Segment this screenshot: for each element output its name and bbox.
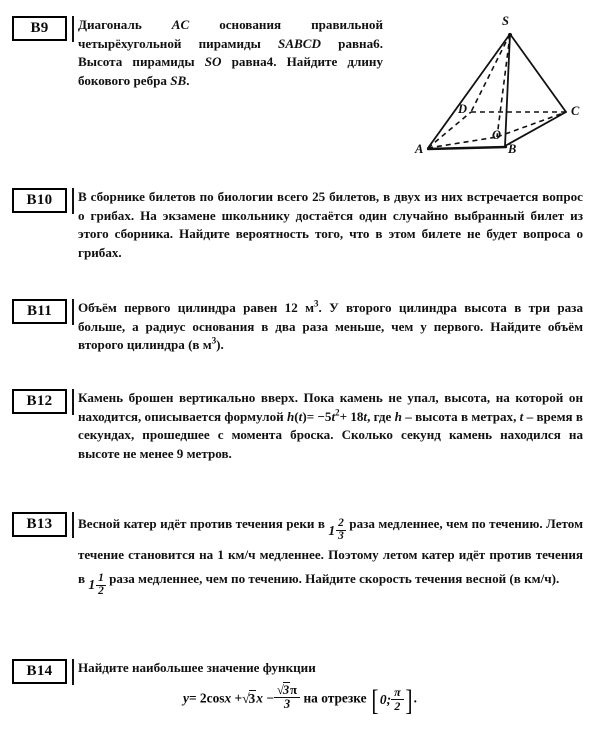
edge-S-C: [510, 34, 566, 112]
problem-label-b13: B13: [12, 512, 67, 537]
b14-period: .: [413, 690, 417, 706]
problem-prompt-b14: Найдите наибольшее значение функции: [78, 660, 316, 675]
problem-label-box-b10: [12, 188, 74, 214]
b9-math-sabcd: SABCD: [278, 35, 321, 51]
b12-fml-eq: = −5: [306, 408, 332, 424]
b12-formula: [287, 409, 367, 424]
b9-word-8: пирамиды: [132, 54, 195, 70]
b14-sqrt3-radicand: 3: [248, 690, 256, 706]
problem-text-b13: [78, 512, 583, 597]
b13-frac2-whole: 1: [88, 577, 96, 593]
b12-fml-open: (: [294, 408, 299, 424]
b12-fml-var-t: t: [331, 408, 336, 424]
b11-superscript-2: 3: [211, 335, 217, 346]
b13-frac1: [336, 518, 346, 542]
bracket-close-icon: ]: [405, 684, 413, 718]
edge-A-B: [428, 147, 506, 149]
edge-S-B: [505, 34, 510, 146]
radical-icon-2: √: [276, 683, 284, 697]
problem-label-box-b12: [12, 389, 74, 415]
b9-word-3: правильной: [311, 17, 383, 32]
b14-frac-num: [274, 684, 300, 697]
b12-text-post: – время в секундах, прошедшее с момента броска. Сколько секунд камень находился на высоте не менее 9 метров.: [78, 408, 583, 461]
b9-word-5: пирамиды: [198, 35, 261, 51]
b13-mixed-number-2: [88, 573, 106, 597]
b13-frac1-den: 3: [338, 530, 344, 542]
vertex-dot-S: [508, 33, 512, 37]
b9-math-ac: AC: [171, 17, 190, 32]
b12-text-mid: , где: [367, 408, 395, 424]
b14-interval: [370, 684, 414, 718]
bracket-open-icon: [: [371, 684, 379, 718]
b12-fml-t: t: [298, 408, 303, 424]
b9-word-6: равна: [338, 35, 374, 51]
b14-eq: = 2cos: [188, 690, 225, 706]
vertex-label-A: A: [415, 142, 424, 156]
b11-superscript-1: 3: [314, 298, 319, 309]
b13-frac1-num: 2: [338, 517, 344, 530]
label-separator-b12: [72, 389, 74, 415]
problem-label-b10: B10: [12, 188, 67, 213]
b12-fml-var-t2: t: [363, 408, 368, 424]
problem-label-b12: B12: [12, 389, 67, 414]
b9-period: .: [186, 72, 190, 88]
b11-text-post: ).: [216, 337, 224, 353]
b14-num-sqrt: [277, 684, 290, 697]
b14-sqrt-3: [242, 691, 256, 707]
b13-text-3: раза медленнее, чем по течению. Найдите скорость течения весной (в км/ч).: [105, 570, 560, 586]
b9-word-13: ребра: [133, 72, 167, 88]
b14-plus: +: [234, 690, 243, 706]
b14-minus: −: [266, 690, 274, 706]
vertex-label-B: B: [508, 142, 517, 156]
b14-interval-num: π: [394, 684, 401, 699]
label-separator-b9: [72, 16, 74, 42]
vertex-label-O: O: [492, 128, 502, 142]
b12-fml-h: h: [287, 408, 295, 424]
vertex-label-S: S: [502, 14, 509, 28]
problem-label-box-b14: [12, 659, 74, 685]
b11-text-pre: Объём первого цилиндра равен 12 м: [78, 300, 315, 315]
b13-text-1: Весной катер идёт против течения реки в: [78, 516, 329, 531]
problem-text-b9: [78, 16, 383, 90]
b14-interval-den: 2: [391, 699, 404, 713]
b13-text-2: раза медленнее, чем по течению. Летом течение становится на 1 км/ч медленнее. Поэтому летом катер идёт против течения в: [78, 516, 583, 586]
edge-B-C: [505, 112, 566, 146]
label-separator-b10: [72, 188, 74, 214]
b9-word-2: основания: [219, 17, 282, 32]
problem-label-box-b11: [12, 299, 74, 325]
b9-math-sb: SB: [170, 72, 187, 88]
b13-frac2: [96, 573, 106, 597]
b12-text-mid2: – высота в метрах,: [401, 408, 520, 424]
problem-label-b14: B14: [12, 659, 67, 684]
label-separator-b11: [72, 299, 74, 325]
b12-var-h: h: [394, 408, 402, 424]
b9-word-1: Диагональ: [78, 17, 142, 32]
b9-math-so: SO: [204, 54, 222, 70]
b12-fml-plus: + 18: [339, 408, 364, 424]
b13-frac1-whole: 1: [328, 522, 336, 538]
label-separator-b14: [72, 659, 74, 685]
b9-word-4: четырёхугольной: [78, 35, 182, 51]
b14-fraction: [274, 684, 300, 711]
b14-num-radicand: 3: [282, 683, 290, 697]
b9-word-7: Высота: [78, 54, 123, 70]
problem-label-box-b13: [12, 512, 74, 538]
b12-text-pre: Камень брошен вертикально вверх. Пока камень не упал, высота, на которой он находится, описывается формулой: [78, 390, 583, 424]
b13-frac2-den: 2: [98, 584, 104, 597]
b14-num-pi: π: [290, 683, 298, 697]
b13-mixed-number-1: [328, 518, 346, 542]
b9-word-11: длину: [347, 54, 384, 70]
b14-interval-fraction: [391, 686, 404, 712]
vertex-label-C: C: [571, 104, 580, 118]
b14-on-segment: на отрезке: [303, 690, 367, 706]
b14-display-formula: [78, 683, 583, 718]
pyramid-figure: [408, 8, 594, 166]
vertex-label-D: D: [458, 102, 468, 116]
radical-icon: √: [242, 690, 250, 706]
edge-O-C: [497, 112, 566, 137]
problem-text-b10: В сборнике билетов по биологии всего 25 билетов, в двух из них встречается вопрос о грибах. На экзамене школьнику достаётся один случайно выбранный билет из этого сборника. Найдите вероятность того, что в этом билете не будет вопроса о грибах.: [78, 189, 583, 260]
b9-word-9: равна: [231, 54, 267, 70]
b9-number-2: 4.: [266, 54, 277, 70]
problem-text-b12: [78, 389, 583, 463]
b14-frac-den: 3: [274, 697, 300, 711]
b13-frac2-num: 1: [98, 572, 104, 584]
b12-var-t: t: [519, 408, 524, 424]
problem-label-b9: B9: [12, 16, 67, 41]
b14-x2: x: [256, 690, 263, 706]
b14-interval-left: 0;: [379, 692, 392, 708]
b11-text-mid: . У второго цилиндра высота в три раза больше, а радиус основания в два раза меньше, чем у первого. Найдите объём второго цилиндра (в м: [78, 300, 583, 353]
b12-fml-power: 2: [335, 407, 340, 418]
b14-formula-inner: [183, 683, 417, 718]
b14-y: y: [183, 690, 189, 706]
edge-S-D: [471, 34, 510, 112]
b12-fml-close: ): [302, 408, 307, 424]
problem-label-b11: B11: [12, 299, 67, 324]
b9-word-10: Найдите: [286, 54, 338, 70]
b9-number-1: 6.: [373, 35, 383, 51]
b14-x: x: [224, 690, 232, 706]
problem-label-box-b9: [12, 16, 74, 42]
label-separator-b13: [72, 512, 74, 538]
problem-text-b11: [78, 299, 583, 355]
b9-word-12: бокового: [78, 72, 131, 88]
